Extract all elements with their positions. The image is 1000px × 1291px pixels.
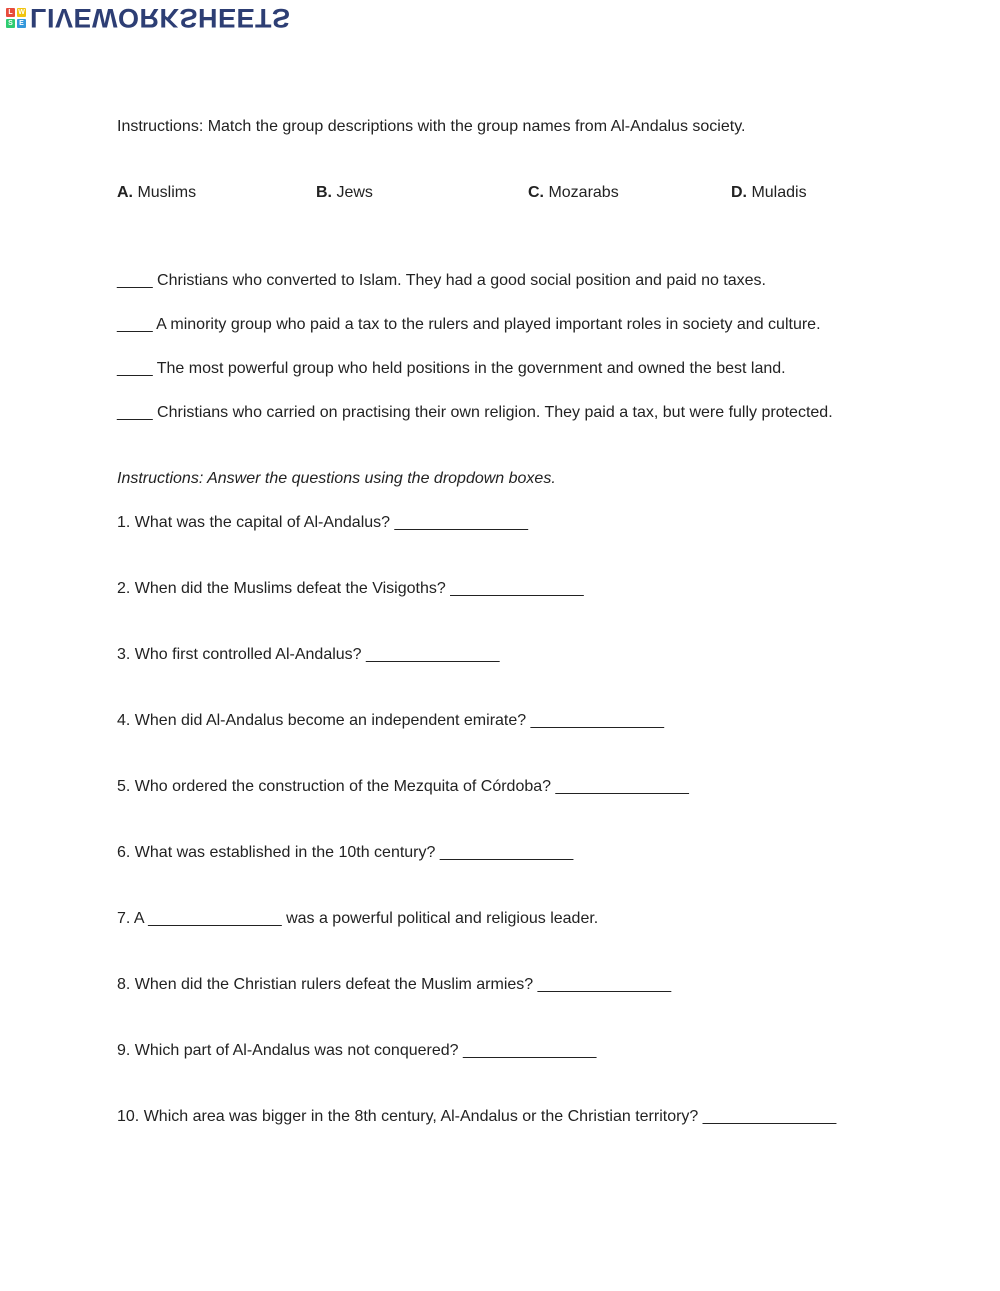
option-b-name: Jews xyxy=(336,184,373,201)
question-10[interactable]: 10. Which area was bigger in the 8th century, Al-Andalus or the Christian territory? _______________ xyxy=(117,1108,837,1125)
question-5[interactable]: 5. Who ordered the construction of the Mezquita of Córdoba? _______________ xyxy=(117,778,689,795)
logo-cube-3: S xyxy=(6,19,15,28)
question-1[interactable]: 1. What was the capital of Al-Andalus? _______________ xyxy=(117,514,528,531)
match-item-3[interactable]: ____ The most powerful group who held positions in the government and owned the best land. xyxy=(117,360,786,377)
option-c-name: Mozarabs xyxy=(548,184,619,201)
match-item-1[interactable]: ____ Christians who converted to Islam. They had a good social position and paid no taxes. xyxy=(117,272,766,289)
dropdown-instructions: Instructions: Answer the questions using the dropdown boxes. xyxy=(117,470,556,487)
logo-cube-1: L xyxy=(6,8,15,17)
liveworksheets-logo xyxy=(6,4,291,32)
question-2[interactable]: 2. When did the Muslims defeat the Visigoths? _______________ xyxy=(117,580,584,597)
option-a xyxy=(117,183,196,203)
question-8[interactable]: 8. When did the Christian rulers defeat the Muslim armies? _______________ xyxy=(117,976,672,993)
option-d-name: Muladis xyxy=(751,184,807,201)
logo-cube-4: E xyxy=(17,19,26,28)
question-3[interactable]: 3. Who first controlled Al-Andalus? _______________ xyxy=(117,646,500,663)
matching-instructions: Instructions: Match the group descriptions with the group names from Al-Andalus society. xyxy=(117,118,746,135)
option-b xyxy=(316,183,373,203)
option-d-letter: D. xyxy=(731,184,747,201)
option-d xyxy=(731,183,807,203)
logo-cube-2: W xyxy=(18,9,25,16)
question-7[interactable]: 7. A _______________ was a powerful political and religious leader. xyxy=(117,910,599,927)
option-c xyxy=(528,183,619,203)
question-9[interactable]: 9. Which part of Al-Andalus was not conquered? _______________ xyxy=(117,1042,597,1059)
question-4[interactable]: 4. When did Al-Andalus become an independent emirate? _______________ xyxy=(117,712,665,729)
logo-text: LIVEWORKSHEETS xyxy=(30,3,291,33)
question-6[interactable]: 6. What was established in the 10th century? _______________ xyxy=(117,844,574,861)
option-c-letter: C. xyxy=(528,184,544,201)
match-item-4[interactable]: ____ Christians who carried on practising their own religion. They paid a tax, but were fully protected. xyxy=(117,404,833,421)
option-a-name: Muslims xyxy=(137,184,197,201)
option-b-letter: B. xyxy=(316,184,332,201)
logo-cubes-icon xyxy=(6,8,26,28)
match-item-2[interactable]: ____ A minority group who paid a tax to the rulers and played important roles in society and culture. xyxy=(117,316,821,333)
option-a-letter: A. xyxy=(117,184,133,201)
